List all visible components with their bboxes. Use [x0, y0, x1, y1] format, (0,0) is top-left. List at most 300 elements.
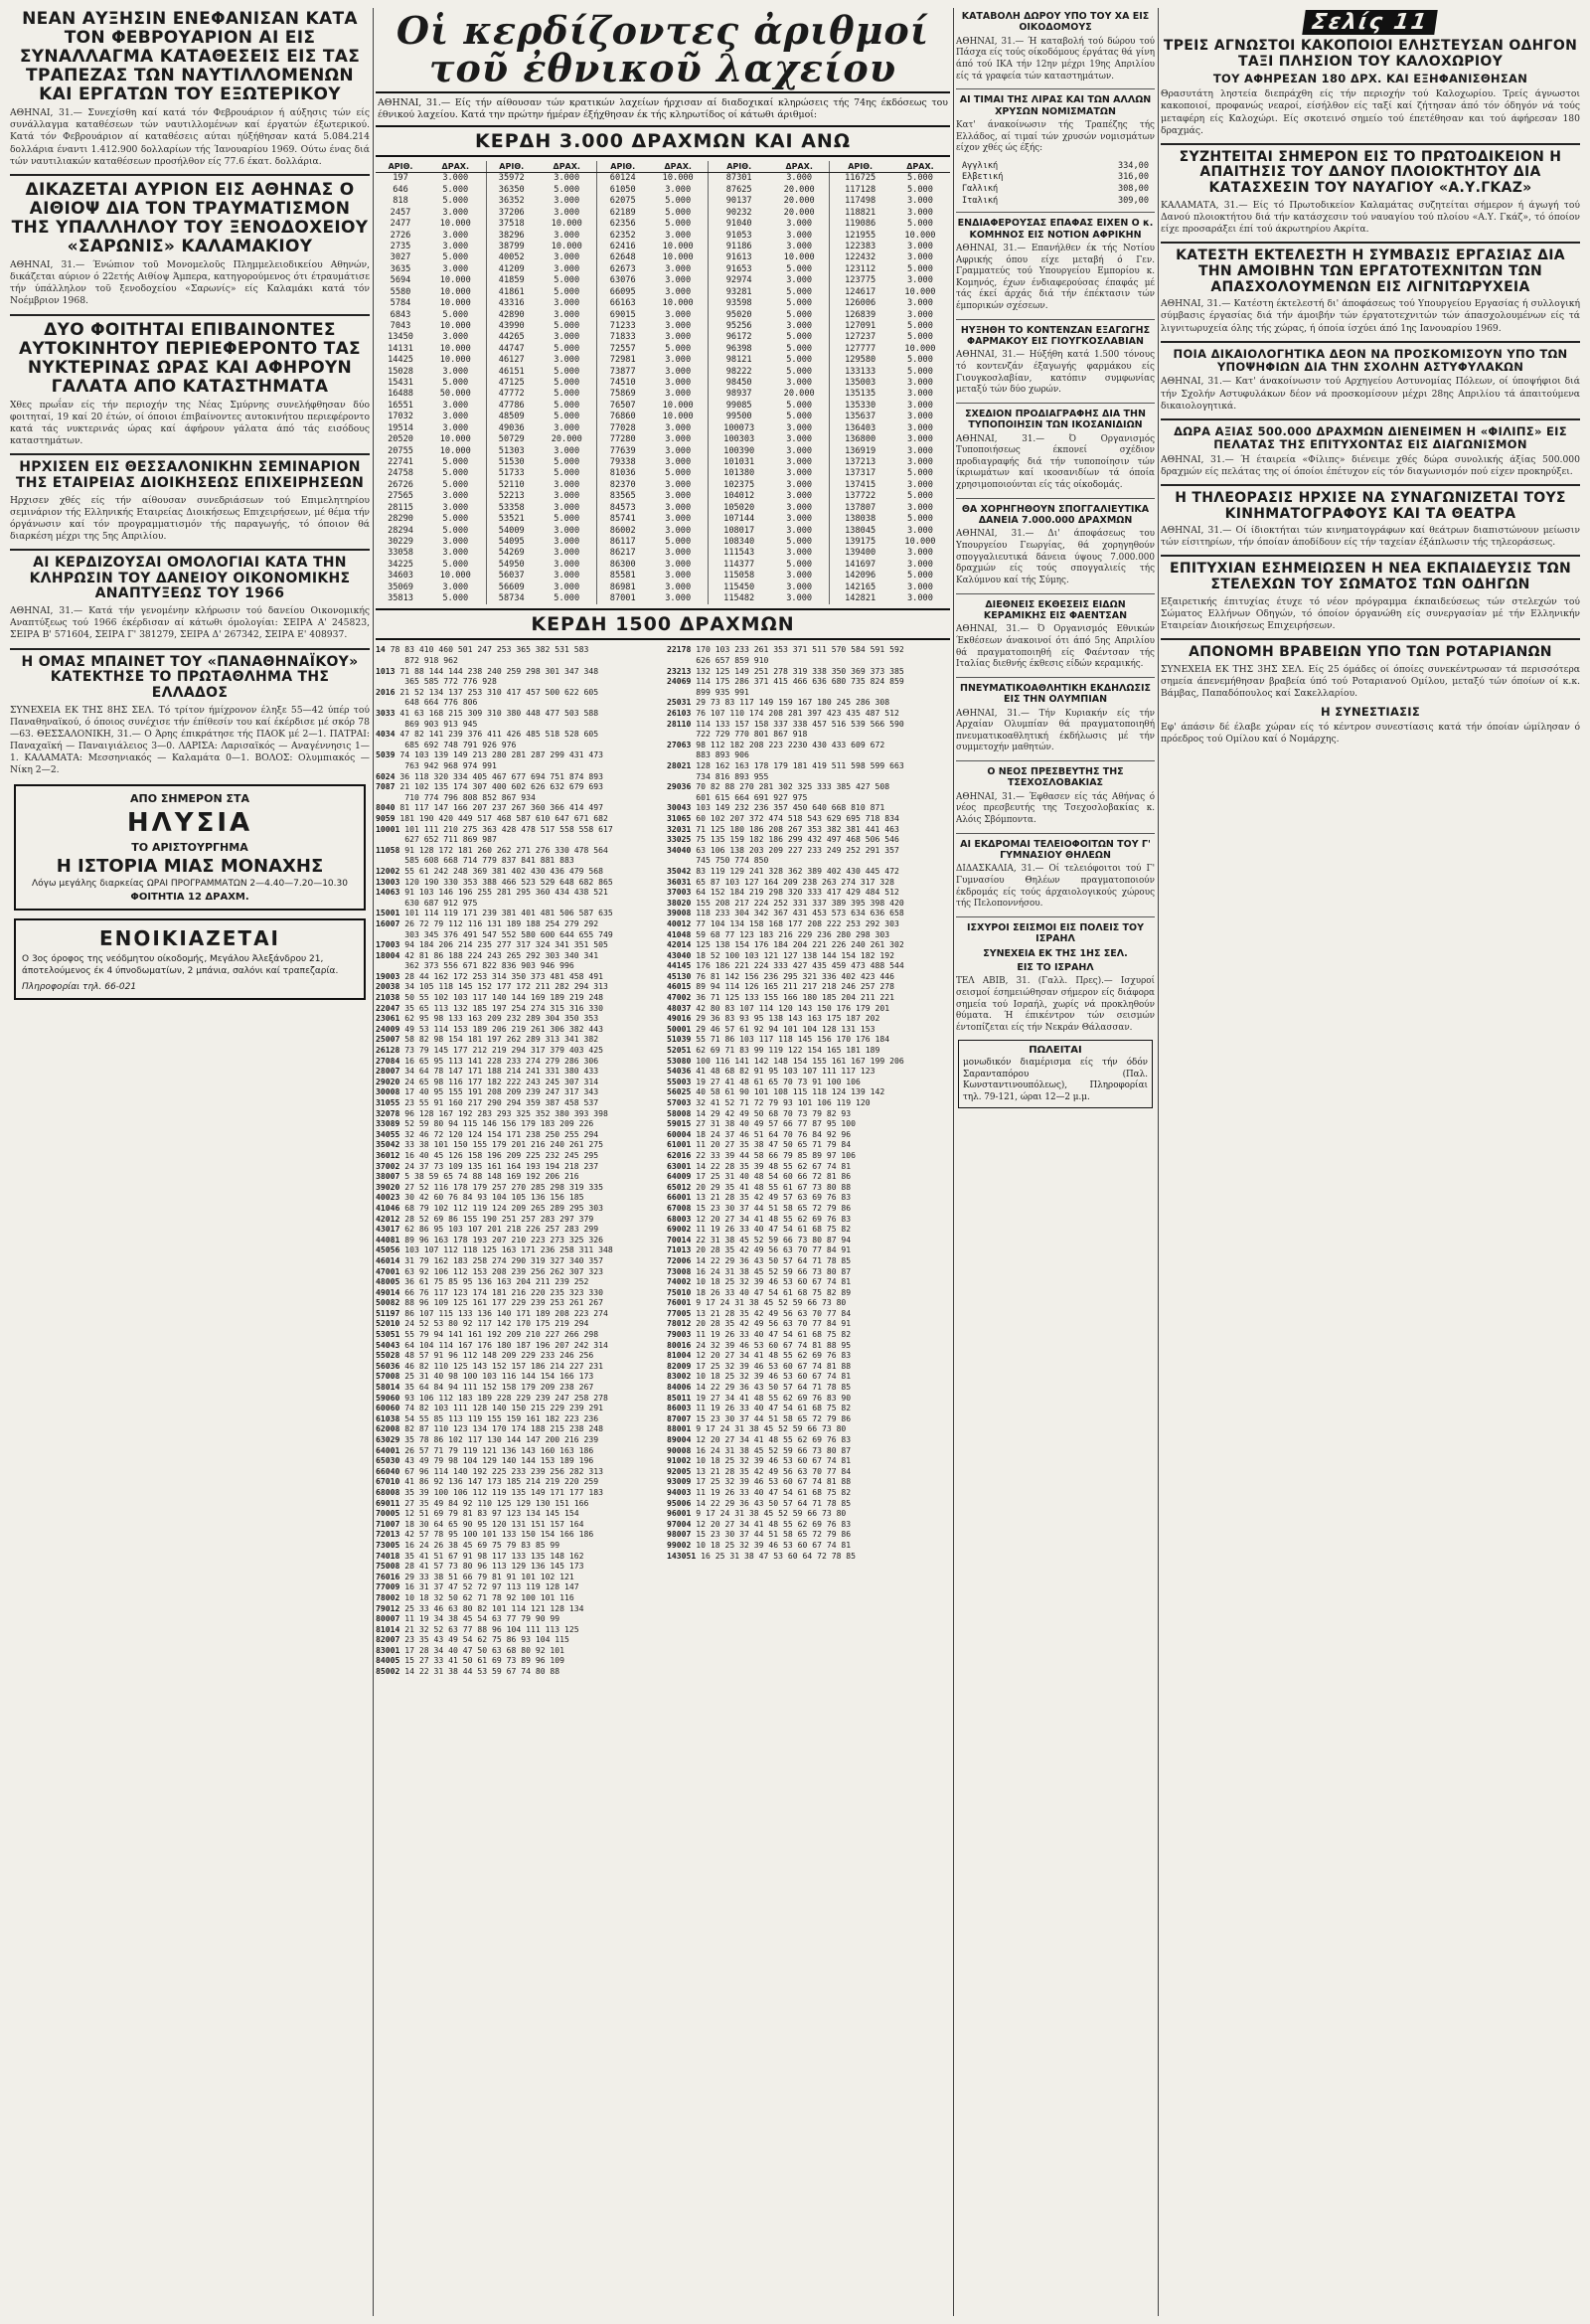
prize-1500-endings: 36 61 75 85 95 136 163 204 211 239 252 — [404, 1276, 589, 1287]
headline-television: Η ΤΗΛΕΟΡΑΣΙΣ ΗΡΧΙΣΕ ΝΑ ΣΥΝΑΓΩΝΙΖΕΤΑΙ ΤΟΥΣ ΚΙΝΗΜΑΤΟΓΡΑΦΟΥΣ ΚΑΙ ΤΑ ΘΕΑΤΡΑ — [1175, 489, 1566, 522]
prize-1500-lead-number: 65012 — [667, 1181, 697, 1192]
prize-amount: 3.000 — [786, 275, 813, 286]
prize-amount: 3.000 — [907, 581, 933, 592]
prize-1500-lead-number: 84005 — [376, 1655, 405, 1666]
prize-1500-endings: 103 107 112 118 125 163 171 236 258 311 348 — [404, 1245, 613, 1255]
prize-1500-endings: 28 44 162 172 253 314 350 373 481 458 491 — [404, 970, 604, 981]
prize-1500-lead-number: 99002 — [667, 1539, 697, 1550]
prize-1500-endings: 18 26 33 40 47 54 61 68 75 82 89 — [696, 1286, 852, 1297]
prize-1500-endings: 32 46 72 120 124 154 171 238 250 255 294 — [404, 1128, 599, 1139]
prize-1500-lead-number: 28007 — [376, 1066, 405, 1077]
headline-sponge-loans: ΘΑ ΧΟΡΗΓΗΘΟΥΝ ΣΠΟΓΓΑΛΙΕΥΤΙΚΑ ΔΑΝΕΙΑ 7.000.000 ΔΡΑΧΜΩΝ — [961, 503, 1150, 527]
prize-1500-endings: 64 152 184 219 298 320 333 417 429 484 512 — [696, 887, 899, 898]
headline-standardization: ΣΧΕΔΙΟΝ ΠΡΟΔΙΑΓΡΑΦΗΣ ΔΙΑ ΤΗΝ ΤΥΠΟΠΟΙΗΣΙΝ ΤΩΝ ΙΚΟΣΑΝΙΔΙΩΝ — [965, 408, 1146, 431]
prize-amount: 3.000 — [665, 275, 692, 286]
prize-1500-lead-number: 28110 — [667, 718, 697, 729]
prize-1500-line — [667, 655, 950, 666]
prize-1500-line — [667, 1066, 950, 1077]
prize-1500-endings: 26 57 71 79 119 121 136 143 160 163 186 — [404, 1444, 594, 1455]
prize-amount: 3.000 — [665, 525, 692, 536]
prize-1500-lead-number: 27084 — [376, 1055, 405, 1066]
ticket-number: 90137 — [709, 196, 769, 207]
prize-1500-lead-number: 69011 — [376, 1497, 405, 1508]
ticket-number: 86002 — [597, 526, 648, 537]
ticket-number: 47786 — [486, 401, 537, 412]
prize-amount: 3.000 — [442, 548, 469, 559]
ticket-number: 27565 — [388, 491, 413, 502]
prize-amount: 5.000 — [554, 378, 580, 389]
prize-1500-lead-number: 68003 — [667, 1213, 697, 1224]
prize-amount: 5.000 — [907, 184, 933, 195]
prize-1500-line — [376, 760, 659, 771]
prize-1500-line — [376, 1371, 659, 1382]
prize-1500-lead-number: 32078 — [376, 1107, 405, 1118]
prize-amount: 3.000 — [554, 559, 580, 570]
subheadline-dinner: Η ΣΥΝΕΣΤΙΑΣΙΣ — [1320, 705, 1421, 720]
prize-1500-lead-number: 35042 — [667, 865, 697, 876]
prize-1500-endings: 100 116 141 142 148 154 155 161 167 199 206 — [696, 1055, 904, 1066]
prize-1500-line — [376, 813, 659, 824]
prize-amount: 3.000 — [665, 355, 692, 366]
prize-1500-line — [667, 855, 950, 866]
prize-1500-lead-number: 34055 — [376, 1128, 405, 1139]
prize-1500-line — [667, 1340, 950, 1351]
prize-1500-lead-number: 98007 — [667, 1529, 697, 1540]
prize-1500-line — [376, 1487, 659, 1498]
prize-amount: 10.000 — [439, 286, 471, 297]
prize-amount: 10.000 — [662, 252, 694, 263]
prize-1500-line — [376, 1624, 659, 1635]
prize-amount: 5.000 — [786, 412, 813, 422]
prize-1500-endings: 16 65 95 113 141 228 233 274 279 286 306 — [404, 1055, 599, 1066]
prize-1500-endings: 181 190 420 449 517 468 587 610 647 671 682 — [399, 812, 608, 823]
prize-1500-line — [376, 740, 659, 750]
prize-table-row — [376, 389, 950, 400]
prize-1500-lead-number: 20038 — [376, 981, 405, 992]
prize-1500-line — [376, 1455, 659, 1466]
article-lignite: ΑΘΗΝΑΙ, 31.— Κατέστη έκτελεστή δι' άποφάσεως τού Υπουργείου Εργασίας ή συλλογική σύμβασις έργασίας διά τήν άμοιβήν τών έργατοτεχνιτών τών άπασχολουμένων είς τά λιγνιτωρυχεία όλης τής χώρας, ή όποία ίσχύει άπό 1ης Ιανουαρίου 1969. — [1161, 298, 1580, 334]
prize-1500-lead-number: 2016 — [376, 686, 400, 697]
prize-1500-line — [667, 1003, 950, 1014]
prize-amount: 3.000 — [786, 320, 813, 331]
prize-1500-endings: 15 23 30 37 44 51 58 65 72 79 86 — [696, 1412, 852, 1423]
ticket-number: 122383 — [830, 242, 890, 252]
prize-amount: 5.000 — [554, 412, 580, 422]
prize-1500-line — [667, 877, 950, 888]
prize-1500-lead-number: 33089 — [376, 1118, 405, 1129]
prize-1500-lead-number: 64009 — [667, 1171, 697, 1182]
prize-1500-endings: 76 81 142 156 236 295 321 336 402 423 446 — [696, 970, 895, 981]
prize-1500-lead-number: 44145 — [667, 960, 697, 971]
prize-1500-lead-number: 23061 — [376, 1013, 405, 1024]
prize-amount: 3.000 — [786, 378, 813, 389]
prize-1500-lead-number: 73008 — [667, 1265, 697, 1276]
prize-1500-lead-number: 8040 — [376, 802, 400, 813]
prize-amount: 3.000 — [442, 536, 469, 547]
prize-1500-lead-number: 43017 — [376, 1224, 405, 1235]
prize-1500-line — [667, 1382, 950, 1393]
ticket-number: 62075 — [597, 196, 648, 207]
prize-1500-endings: 58 82 98 154 181 197 262 289 313 341 382 — [404, 1034, 599, 1045]
prize-1500-line — [376, 1466, 659, 1477]
prize-1500-endings: 20 28 35 42 49 56 63 70 77 84 91 — [696, 1245, 852, 1255]
prize-1500-line — [667, 908, 950, 918]
prize-1500-endings: 19 27 34 41 48 55 62 69 76 83 90 — [696, 1392, 852, 1403]
lottery-masthead: Οἱ κερδίζοντες ἀριθμοί τοῦ ἐθνικοῦ λαχείου — [376, 8, 950, 93]
prize-amount: 3.000 — [907, 400, 933, 411]
article-students-milk: Χθες πρωΐαν είς τήν περιοχήν της Νέας Σμύρνης συνελήφθησαν δύο φοιτηταί, 19 καί 20 έτών, οί όποιοι έπιβαίνοντες αυτοκινήτου περιεφέροντο κατά τάς νυκτερινάς ώρας καί άφήρουν γάλατα άπό τάς εισόδους καταστημάτων. — [10, 399, 370, 447]
prize-1500-line — [376, 855, 659, 866]
prize-1500-line — [376, 898, 659, 909]
prize-table-header: ΑΡΙΘ. — [709, 161, 769, 173]
ticket-number: 34225 — [388, 559, 413, 570]
ticket-number: 14425 — [388, 355, 413, 366]
prize-1500-endings: 21 52 134 137 253 310 417 457 500 622 605 — [399, 686, 599, 697]
prize-amount: 3.000 — [907, 275, 933, 286]
prize-1500-lead-number: 12002 — [376, 865, 405, 876]
prize-table-row — [376, 287, 950, 298]
prize-amount: 3.000 — [554, 502, 580, 513]
prize-1500-line — [376, 950, 659, 961]
prize-1500-endings: 62 86 95 103 107 201 218 226 257 283 299 — [404, 1224, 599, 1235]
prize-amount: 3.000 — [786, 514, 813, 525]
prize-amount: 10.000 — [439, 320, 471, 331]
prize-1500-lead-number: 52051 — [667, 1045, 697, 1056]
ticket-number: 118821 — [830, 208, 890, 219]
ticket-number: 87001 — [597, 593, 648, 604]
prize-1500-endings: 17 25 32 39 46 53 60 67 74 81 88 — [696, 1476, 852, 1487]
prize-1500-endings: 19 27 41 48 61 65 70 73 91 100 106 — [696, 1076, 861, 1086]
ticket-number: 41861 — [486, 287, 537, 298]
prize-amount: 3.000 — [786, 241, 813, 251]
prize-1500-line — [376, 1182, 659, 1193]
ticket-number: 2726 — [390, 230, 411, 241]
prize-1500-line — [376, 1235, 659, 1245]
prize-1500-line — [376, 1214, 659, 1225]
prize-1500-line — [376, 1393, 659, 1404]
article-standardization: ΑΘΗΝΑΙ, 31.— Ό Οργανισμός Τυποποιήσεως έκπονεί σχέδιον προδιαγραφής διά τήν τυποποίησιν τών ίκριωμάτων καί ικοσανιδίων τά όποία χρησιμοποιούνται είς τάς οίκοδομάς. — [956, 433, 1155, 491]
prize-amount: 3.000 — [554, 298, 580, 309]
ticket-number: 2735 — [390, 241, 411, 251]
coin-name: Γαλλική — [962, 184, 999, 195]
ad-cinema-name: ΗΛΥΣΙΑ — [126, 808, 253, 839]
ticket-number: 129580 — [830, 355, 890, 366]
prize-1500-line — [376, 729, 659, 740]
ticket-number: 86300 — [597, 560, 648, 571]
ticket-number: 98121 — [709, 355, 769, 366]
prize-table-header: ΑΡΙΘ. — [376, 161, 425, 173]
ticket-number: 56609 — [486, 582, 537, 593]
prize-1500-endings: 78 83 410 460 501 247 253 365 382 531 583 — [390, 644, 589, 655]
prize-amount: 10.000 — [662, 298, 694, 309]
ticket-number: 137213 — [830, 457, 890, 468]
prize-1500-lead-number: 26128 — [376, 1045, 405, 1056]
prize-1500-line — [376, 1592, 659, 1603]
prize-1500-line — [667, 950, 950, 961]
prize-1500-line — [667, 719, 950, 730]
prize-amount: 3.000 — [786, 445, 813, 456]
ticket-number: 16551 — [388, 400, 413, 411]
prize-amount: 5.000 — [442, 378, 469, 389]
prize-1500-line — [667, 813, 950, 824]
prize-amount: 5.000 — [442, 468, 469, 479]
prize-1500-endings: 11 19 26 33 40 47 54 61 68 75 82 — [696, 1224, 852, 1235]
prize-1500-endings: 11 19 26 33 40 47 54 61 68 75 82 — [696, 1486, 852, 1497]
prize-table-header: ΑΡΙΘ. — [486, 161, 537, 173]
prize-1500-line — [667, 802, 950, 813]
ticket-number: 108340 — [709, 537, 769, 548]
prize-table-row — [376, 503, 950, 514]
prize-1500-lead-number: 38007 — [376, 1171, 405, 1182]
prize-1500-line — [376, 1245, 659, 1255]
prize-amount: 3.000 — [554, 263, 580, 274]
prize-1500-lead-number: 66040 — [376, 1465, 405, 1476]
prize-amount: 3.000 — [554, 332, 580, 343]
prize-1500-lead-number: 42012 — [376, 1213, 405, 1224]
prize-1500-lead-number: 60060 — [376, 1403, 405, 1413]
prize-1500-line — [667, 676, 950, 687]
ad-subtitle: ΤΟ ΑΡΙΣΤΟΥΡΓΗΜΑ — [131, 841, 248, 855]
prize-amount: 5.000 — [442, 559, 469, 570]
prize-1500-endings: 49 53 114 153 189 206 219 261 306 382 443 — [404, 1023, 604, 1034]
headline-students-milk: ΔΥΟ ΦΟΙΤΗΤΑΙ ΕΠΙΒΑΙΝΟΝΤΕΣ ΑΥΤΟΚΙΝΗΤΟΥ ΠΕΡΙΕΦΕΡΟΝΤΟ ΤΑΣ ΝΥΚΤΕΡΙΝΑΣ ΩΡΑΣ ΚΑΙ ΑΦΗΡΟΥΝ ΓΑΛΑΤΑ ΑΠΟ ΚΑΤΑΣΤΗΜΑΤΑ — [19, 319, 361, 397]
prize-amount: 3.000 — [665, 263, 692, 274]
prize-1500-endings: 35 39 100 106 112 119 135 149 171 177 183 — [404, 1486, 604, 1497]
coin-price: 308,00 — [1117, 184, 1149, 195]
prize-1500-lead-number: 81004 — [667, 1350, 697, 1361]
prize-1500-lead-number: 14 — [376, 644, 391, 655]
prize-1500-lead-number: 67008 — [667, 1202, 697, 1213]
prize-1500-endings: 33 38 101 150 155 179 201 216 240 261 275 — [404, 1139, 604, 1150]
prize-amount: 5.000 — [554, 184, 580, 195]
prize-amount: 3.000 — [442, 366, 469, 377]
prize-table-row — [376, 344, 950, 355]
prize-1500-lead-number: 71007 — [376, 1518, 405, 1529]
ticket-number: 53358 — [486, 503, 537, 514]
prize-1500-line — [376, 676, 659, 687]
prize-amount: 5.000 — [907, 263, 933, 274]
prize-1500-line — [376, 1171, 659, 1182]
prize-1500-line — [667, 1077, 950, 1087]
prize-1500-line — [667, 866, 950, 877]
ticket-number: 98937 — [709, 389, 769, 400]
prize-amount: 10.000 — [662, 241, 694, 251]
ticket-number: 111543 — [709, 548, 769, 559]
prize-1500-lead-number: 53080 — [667, 1055, 697, 1066]
prize-amount: 20.000 — [783, 207, 815, 218]
prize-1500-endings: 11 19 26 33 40 47 54 61 68 75 82 — [696, 1329, 852, 1340]
prize-amount: 5.000 — [554, 286, 580, 297]
prize-1500-lead-number: 89004 — [667, 1434, 697, 1444]
prize-1500-endings: 74 82 103 111 128 140 150 215 229 239 291 — [404, 1403, 604, 1413]
prize-amount: 5.000 — [554, 400, 580, 411]
prize-1500-lead-number: 40023 — [376, 1192, 405, 1203]
prize-1500-endings: 65 87 103 127 164 209 238 263 274 317 328 — [696, 876, 895, 887]
ticket-number: 91040 — [709, 219, 769, 230]
ticket-number: 6843 — [390, 309, 411, 320]
prize-3000-table — [376, 161, 950, 604]
prize-1500-endings: 16 24 26 38 45 69 75 79 83 85 99 — [404, 1539, 560, 1550]
prize-1500-lead-number: 5039 — [376, 749, 400, 760]
ticket-number: 136403 — [830, 423, 890, 434]
prize-1500-line — [376, 1361, 659, 1372]
article-excursions: ΔΙΔΑΣΚΑΛΙΑ, 31.— Οί τελειόφοιτοι τού Γ' Γυμνασίου Θηλέων πραγματοποιούν έκδρομάς είς τούς άρχαιολογικούς χώρους τής Πελοποννήσου. — [956, 864, 1155, 910]
ticket-number: 61050 — [597, 185, 648, 196]
prize-1500-lead-number: 47001 — [376, 1265, 405, 1276]
prize-amount: 3.000 — [665, 581, 692, 592]
prize-1500-line — [667, 824, 950, 835]
prize-amount: 3.000 — [907, 241, 933, 251]
prize-1500-line — [376, 1340, 659, 1351]
ticket-number: 96172 — [709, 332, 769, 343]
prize-1500-line — [376, 992, 659, 1003]
prize-1500-lead-number: 91002 — [667, 1455, 697, 1466]
prize-1500-endings: 26 72 79 112 116 131 189 188 254 279 292 — [404, 917, 599, 928]
prize-amount: 3.000 — [786, 173, 813, 184]
ticket-number: 137722 — [830, 491, 890, 502]
article-guides: Εξαιρετικής έπιτυχίας έτυχε τό νέον πρόγραμμα έκπαιδεύσεως τών στελεχών τού Σώματος Ελλήνων Οδηγών, τό όποίον όργανώθη είς συνεργασίαν μέ τήν Ελληνικήν Εταιρείαν Διοικήσεως Επιχειρήσεων. — [1161, 595, 1580, 632]
prize-1500-lead-number: 56036 — [376, 1360, 405, 1371]
prize-1500-endings: 27 31 38 40 49 57 66 77 87 95 100 — [696, 1118, 857, 1129]
prize-1500-lead-number: 45056 — [376, 1245, 405, 1255]
ticket-number: 84573 — [597, 503, 648, 514]
ticket-number: 86117 — [597, 537, 648, 548]
prize-amount: 3.000 — [442, 173, 469, 184]
prize-1500-endings: 15 23 30 37 44 51 58 65 72 79 86 — [696, 1529, 852, 1540]
prize-1500-endings: 21 102 135 174 307 400 602 626 632 679 693 — [399, 781, 604, 792]
prize-1500-line — [376, 1403, 659, 1413]
prize-1500-endings: 734 816 893 955 — [696, 770, 769, 781]
prize-table-row — [376, 514, 950, 525]
rent-phone: Πληροφορίαι τηλ. 66-021 — [22, 981, 137, 992]
prize-1500-line — [667, 1403, 950, 1413]
article-bonds: ΑΘΗΝΑΙ, 31.— Κατά τήν γενομένην κλήρωσιν τού δανείου Οικονομικής Αναπτύξεως τού 1966 έκέρδισαν αί κάτωθι όμολογίαι: ΣΕΙΡΑ Α' 245823, ΣΕΙΡΑ Β' 571604, ΣΕΙΡΑ Γ' 381279, ΣΕΙΡΑ Δ' 267342, ΣΕΙΡΑ Ε' 408937. — [10, 605, 370, 641]
prize-1500-line — [667, 781, 950, 792]
ticket-number: 62352 — [597, 231, 648, 242]
article-dinner: Εφ' άπάσιν δέ έλαβε χώραν είς τό κέντρον συνεστίασις κατά τήν όποίαν ώμίλησαν ό πρόεδρος τού Ομίλου καί ό Νομάρχης. — [1161, 722, 1580, 746]
ticket-number: 35069 — [388, 581, 413, 592]
prize-1500-lead-number: 73005 — [376, 1539, 405, 1550]
ticket-number: 41859 — [486, 275, 537, 286]
prize-1500-list-left — [376, 644, 659, 1676]
prize-1500-endings: 763 942 968 974 991 — [404, 760, 497, 770]
prize-1500-endings: 15 23 30 37 44 51 58 65 72 79 86 — [696, 1202, 852, 1213]
prize-3000-title: ΚΕΡΔΗ 3.000 ΔΡΑΧΜΩΝ ΚΑΙ ΑΝΩ — [376, 125, 950, 157]
prize-1500-endings: 627 652 711 869 987 — [404, 834, 497, 845]
prize-amount: 3.000 — [786, 525, 813, 536]
prize-1500-endings: 83 119 129 241 328 362 389 402 430 445 472 — [696, 865, 899, 876]
prize-1500-line — [667, 887, 950, 898]
ticket-number: 114377 — [709, 560, 769, 571]
prize-1500-endings: 46 82 110 125 143 152 157 186 214 227 231 — [404, 1360, 604, 1371]
ticket-number: 38296 — [486, 231, 537, 242]
prize-1500-endings: 29 46 57 61 92 94 101 104 128 131 153 — [696, 1023, 875, 1034]
prize-1500-line — [667, 729, 950, 740]
ticket-number: 53521 — [486, 514, 537, 525]
prize-table-row — [376, 196, 950, 207]
prize-1500-endings: 16 40 45 126 158 196 209 225 232 245 295 — [404, 1149, 599, 1160]
prize-1500-line — [376, 1086, 659, 1097]
ticket-number: 35813 — [388, 593, 413, 604]
ticket-number: 91613 — [709, 252, 769, 263]
prize-1500-line — [376, 1634, 659, 1645]
headline-ethiopian-trial: ΔΙΚΑΖΕΤΑΙ ΑΥΡΙΟΝ ΕΙΣ ΑΘΗΝΑΣ Ο ΑΙΘΙΟΨ ΔΙΑ ΤΟΝ ΤΡΑΥΜΑΤΙΣΜΟΝ ΤΗΣ ΥΠΑΛΛΗΛΟΥ ΤΟΥ ΞΕΝΟΔΟΧΕΙΟΥ «ΣΑΡΩΝΙΣ» ΚΑΛΑΜΑΚΙΟΥ — [11, 179, 369, 256]
prize-1500-line — [667, 1182, 950, 1193]
prize-1500-endings: 66 76 117 123 174 181 216 220 235 323 330 — [404, 1286, 604, 1297]
prize-1500-line — [376, 1056, 659, 1067]
prize-amount: 5.000 — [786, 343, 813, 354]
prize-amount: 3.000 — [786, 479, 813, 490]
prize-amount: 5.000 — [786, 355, 813, 366]
prize-1500-line — [376, 771, 659, 782]
ticket-number: 100390 — [709, 446, 769, 457]
prize-1500-line — [667, 1214, 950, 1225]
prize-1500-lead-number: 95006 — [667, 1497, 697, 1508]
prize-1500-lead-number: 64001 — [376, 1444, 405, 1455]
prize-1500-line — [376, 1540, 659, 1551]
prize-1500-lead-number: 75008 — [376, 1561, 405, 1572]
prize-1500-lead-number: 85011 — [667, 1392, 697, 1403]
prize-amount: 3.000 — [442, 263, 469, 274]
prize-1500-lead-number: 80007 — [376, 1613, 405, 1624]
ticket-number: 87301 — [709, 173, 769, 185]
prize-1500-endings: 585 608 668 714 779 837 841 881 883 — [404, 855, 574, 866]
prize-1500-line — [667, 1045, 950, 1056]
prize-amount: 5.000 — [907, 332, 933, 343]
prize-1500-endings: 10 18 32 50 62 71 78 92 100 101 116 — [404, 1591, 574, 1602]
prize-1500-lead-number: 96001 — [667, 1508, 697, 1519]
prize-1500-endings: 14 22 29 36 43 50 57 64 71 78 85 — [696, 1497, 852, 1508]
ticket-number: 136800 — [830, 434, 890, 445]
ticket-number: 47772 — [486, 389, 537, 400]
prize-1500-lead-number: 4034 — [376, 729, 400, 740]
prize-1500-endings: 25 33 46 63 80 82 101 114 121 128 134 — [404, 1602, 584, 1613]
prize-1500-lead-number: 24069 — [667, 676, 697, 687]
ticket-number: 51530 — [486, 457, 537, 468]
ticket-number: 117498 — [830, 196, 890, 207]
prize-1500-line — [376, 1150, 659, 1161]
prize-1500-lead-number: 78012 — [667, 1318, 697, 1329]
prize-table-row — [376, 593, 950, 604]
ticket-number: 124617 — [830, 287, 890, 298]
prize-1500-line — [667, 1287, 950, 1298]
prize-1500-line — [376, 666, 659, 677]
ticket-number: 115450 — [709, 582, 769, 593]
prize-amount: 10.000 — [662, 412, 694, 422]
prize-amount: 3.000 — [442, 581, 469, 592]
ticket-number: 15028 — [388, 366, 413, 377]
article-gold-prices: Κατ' άνακοίνωσιν τής Τραπέζης τής Ελλάδος, αί τιμαί τών χρυσών νομισμάτων είχον χθές ώς έξής: — [956, 120, 1155, 154]
prize-1500-endings: 125 138 154 176 184 204 221 226 240 261 302 — [696, 939, 904, 950]
rent-advertisement — [14, 918, 366, 999]
prize-1500-line — [667, 992, 950, 1003]
prize-1500-line — [376, 960, 659, 971]
prize-1500-lead-number: 57003 — [667, 1097, 697, 1107]
headline-taxi-robbery: ΤΡΕΙΣ ΑΓΝΩΣΤΟΙ ΚΑΚΟΠΟΙΟΙ ΕΛΗΣΤΕΥΣΑΝ ΟΔΗΓΟΝ ΤΑΞΙ ΠΛΗΣΙΟΝ ΤΟΥ ΚΑΛΟΧΩΡΙΟΥ — [1163, 38, 1578, 70]
ticket-number: 119086 — [830, 219, 890, 230]
article-television: ΑΘΗΝΑΙ, 31.— Οί ίδιοκτήται τών κινηματογράφων καί θεάτρων διαπιστώνουν μείωσιν τών είσιτηρίων, τήν όποίαν άποδίδουν είς τήν ταχείαν έξάπλωσιν τής τηλεοράσεως. — [1161, 525, 1580, 549]
prize-1500-lead-number: 49016 — [667, 1013, 697, 1024]
prize-amount: 5.000 — [554, 456, 580, 467]
prize-1500-lead-number: 21038 — [376, 992, 405, 1003]
prize-table-row — [376, 367, 950, 378]
prize-1500-line — [667, 1150, 950, 1161]
ticket-number: 56037 — [486, 571, 537, 581]
prize-1500-lead-number: 80016 — [667, 1339, 697, 1350]
prize-amount: 3.000 — [442, 400, 469, 411]
ticket-number: 46151 — [486, 367, 537, 378]
prize-table-row — [376, 355, 950, 366]
